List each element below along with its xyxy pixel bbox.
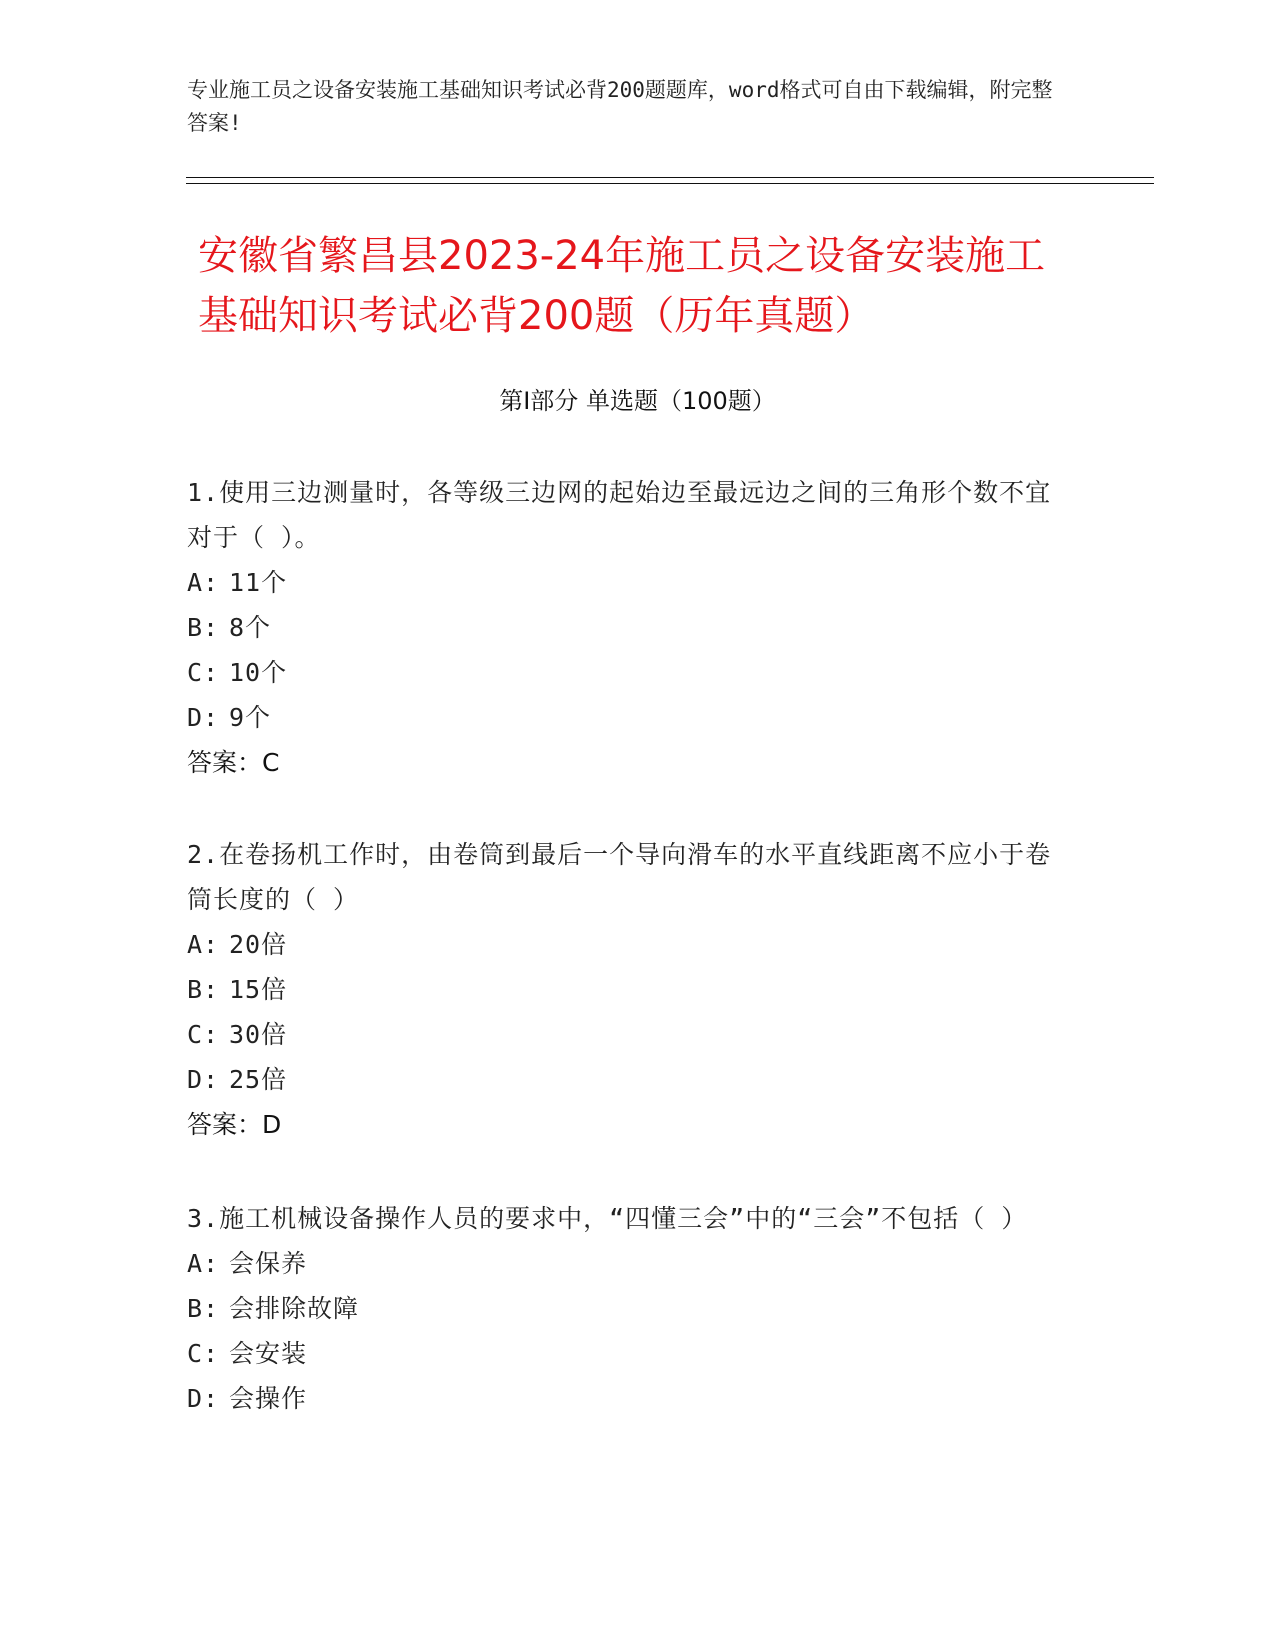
- option-text: 会操作: [229, 1384, 308, 1413]
- option-text: 会安装: [229, 1339, 308, 1368]
- header-divider-line: [186, 177, 1154, 178]
- option-label: C:: [187, 1339, 220, 1368]
- option-label: C:: [187, 1020, 220, 1049]
- question-block: [187, 832, 1067, 1147]
- option-d: [187, 695, 1067, 740]
- option-label: B:: [187, 1294, 220, 1323]
- question-block: [187, 470, 1067, 785]
- option-text: 8个: [229, 613, 272, 642]
- option-a: [187, 922, 1067, 967]
- option-a: [187, 1241, 1067, 1286]
- option-text: 30倍: [229, 1020, 288, 1049]
- option-a: [187, 560, 1067, 605]
- option-b: [187, 605, 1067, 650]
- document-title: 安徽省繁昌县2023-24年施工员之设备安装施工基础知识考试必背200题（历年真题）: [198, 233, 1046, 339]
- option-c: [187, 650, 1067, 695]
- answer-line: 答案：C: [187, 748, 280, 777]
- option-label: A:: [187, 568, 220, 597]
- question-stem: 1.使用三边测量时，各等级三边网的起始边至最远边之间的三角形个数不宜对于（ ）。: [187, 478, 1052, 552]
- answer-line: 答案：D: [187, 1110, 282, 1139]
- option-label: C:: [187, 658, 220, 687]
- option-label: B:: [187, 975, 220, 1004]
- option-text: 会保养: [229, 1249, 308, 1278]
- option-text: 15倍: [229, 975, 288, 1004]
- option-d: [187, 1057, 1067, 1102]
- option-b: [187, 967, 1067, 1012]
- option-label: B:: [187, 613, 220, 642]
- option-label: A:: [187, 1249, 220, 1278]
- option-label: D:: [187, 703, 220, 732]
- option-text: 9个: [229, 703, 272, 732]
- option-text: 11个: [229, 568, 288, 597]
- header-divider-line: [186, 183, 1154, 184]
- option-d: [187, 1376, 1067, 1421]
- question-block: [187, 1196, 1067, 1421]
- question-stem: 2.在卷扬机工作时，由卷筒到最后一个导向滑车的水平直线距离不应小于卷筒长度的（ ）: [187, 840, 1052, 914]
- option-b: [187, 1286, 1067, 1331]
- option-text: 会排除故障: [229, 1294, 360, 1323]
- option-c: [187, 1012, 1067, 1057]
- header-note: 专业施工员之设备安装施工基础知识考试必背200题题库，word格式可自由下载编辑，附完整答案!: [187, 78, 1053, 135]
- section-heading: 第Ⅰ部分 单选题（100题）: [499, 387, 776, 415]
- option-c: [187, 1331, 1067, 1376]
- option-text: 25倍: [229, 1065, 288, 1094]
- option-label: D:: [187, 1384, 220, 1413]
- option-text: 10个: [229, 658, 288, 687]
- option-text: 20倍: [229, 930, 288, 959]
- option-label: A:: [187, 930, 220, 959]
- option-label: D:: [187, 1065, 220, 1094]
- question-stem: 3.施工机械设备操作人员的要求中，“四懂三会”中的“三会”不包括（ ）: [187, 1204, 1028, 1233]
